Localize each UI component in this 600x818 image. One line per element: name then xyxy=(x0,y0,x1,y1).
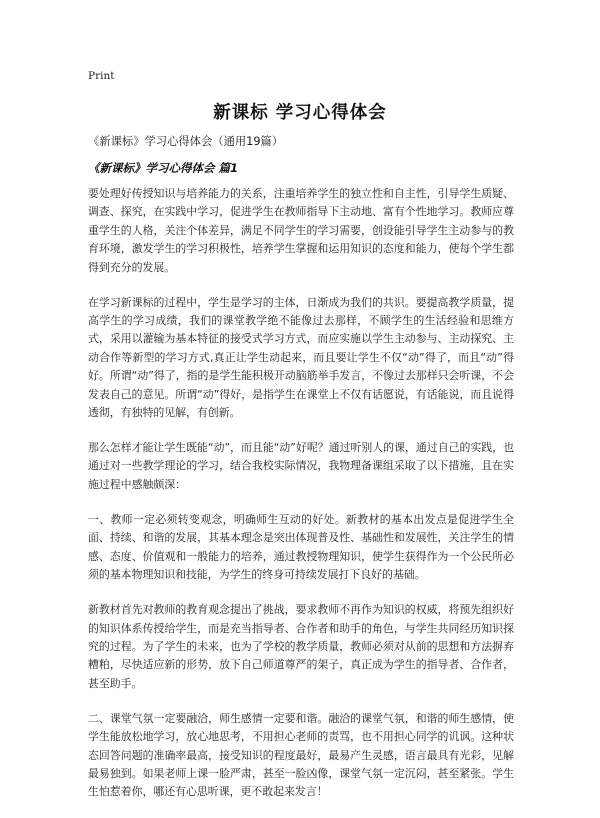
body-paragraph: 在学习新课标的过程中，学生是学习的主体，日渐成为我们的共识。要提高教学质量，提高学生的学习成绩，我们的课堂教学绝不能像过去那样，不顾学生的生活经验和思维方式，采用以灌输为基本特征的接受式学习方式，而应实施以学生主动参与、主动探究、主动合作等新型的学习方式,真正让学生动起来，而且要让学生不仅“动”得了，而且“动”得好。所谓“动”得了，指的是学生能积极开动脑筋举手发言，不像过去那样只会听课，不会发表自己的意见。所谓“动”得好，是指学生在课堂上不仅有话愿说，有话能说，而且说得透彻，有独特的见解，有创新。 xyxy=(88,295,514,420)
body-paragraph: 要处理好传授知识与培养能力的关系，注重培养学生的独立性和自主性，引导学生质疑、调查、探究，在实践中学习，促进学生在教师指导下主动地、富有个性地学习。教师应尊重学生的人格，关注个体差异，满足不同学生的学习需要，创设能引导学生主动参与的教育环境，激发学生的学习积极性，培养学生掌握和运用知识的态度和能力，使每个学生都得到充分的发展。 xyxy=(88,187,514,274)
document-subtitle: 《新课标》学习心得体会（通用19篇） xyxy=(88,135,284,148)
document-title: 新课标 学习心得体会 xyxy=(213,103,387,123)
document-body xyxy=(88,185,514,818)
body-paragraph: 二、课堂气氛一定要融洽，师生感情一定要和谐。融洽的课堂气氛，和谐的师生感情，使学生能放松地学习，放心地思考，不用担心老师的责骂，也不用担心同学的讥讽。这种状态回答问题的准确率最高，接受知识的程度最好，最易产生灵感，语言最具有光彩，见解最易独到。如果老师上课一脸严肃，甚至一脸凶像，课堂气氛一定沉闷，甚至紧张。学生生怕惹着你，哪还有心思听课，更不敢起来发言！ xyxy=(88,711,514,799)
print-link[interactable]: Print xyxy=(88,70,115,82)
body-paragraph: 一、教师一定必须转变观念，明确师生互动的好处。新教材的基本出发点是促进学生全面、持续、和谐的发展，其基本理念是突出体现普及性、基础性和发展性，关注学生的情感、态度、价值观和一般能力的培养，通过教授物理知识，使学生获得作为一个公民所必须的基本物理知识和技能，为学生的终身可持续发展打下良好的基础。 xyxy=(88,512,514,582)
body-paragraph: 那么怎样才能让学生既能“动”，而且能“动”好呢？通过听别人的课，通过自己的实践，也通过对一些教学理论的学习，结合我校实际情况，我物理备课组采取了以下措施，且在实施过程中感触颇深： xyxy=(88,441,514,491)
section-heading: 《新课标》学习心得体会 篇1 xyxy=(88,161,239,175)
body-paragraph: 新教材首先对教师的教育观念提出了挑战，要求教师不再作为知识的权威，将预先组织好的知识体系传授给学生，而是充当指导者、合作者和助手的角色，与学生共同经历知识探究的过程。为了学生的未来，也为了学校的教学质量，教师必须对从前的思想和方法摒弃糟粕，尽快适应新的形势，放下自己师道尊严的架子，真正成为学生的指导者、合作者，甚至助手。 xyxy=(88,603,514,690)
